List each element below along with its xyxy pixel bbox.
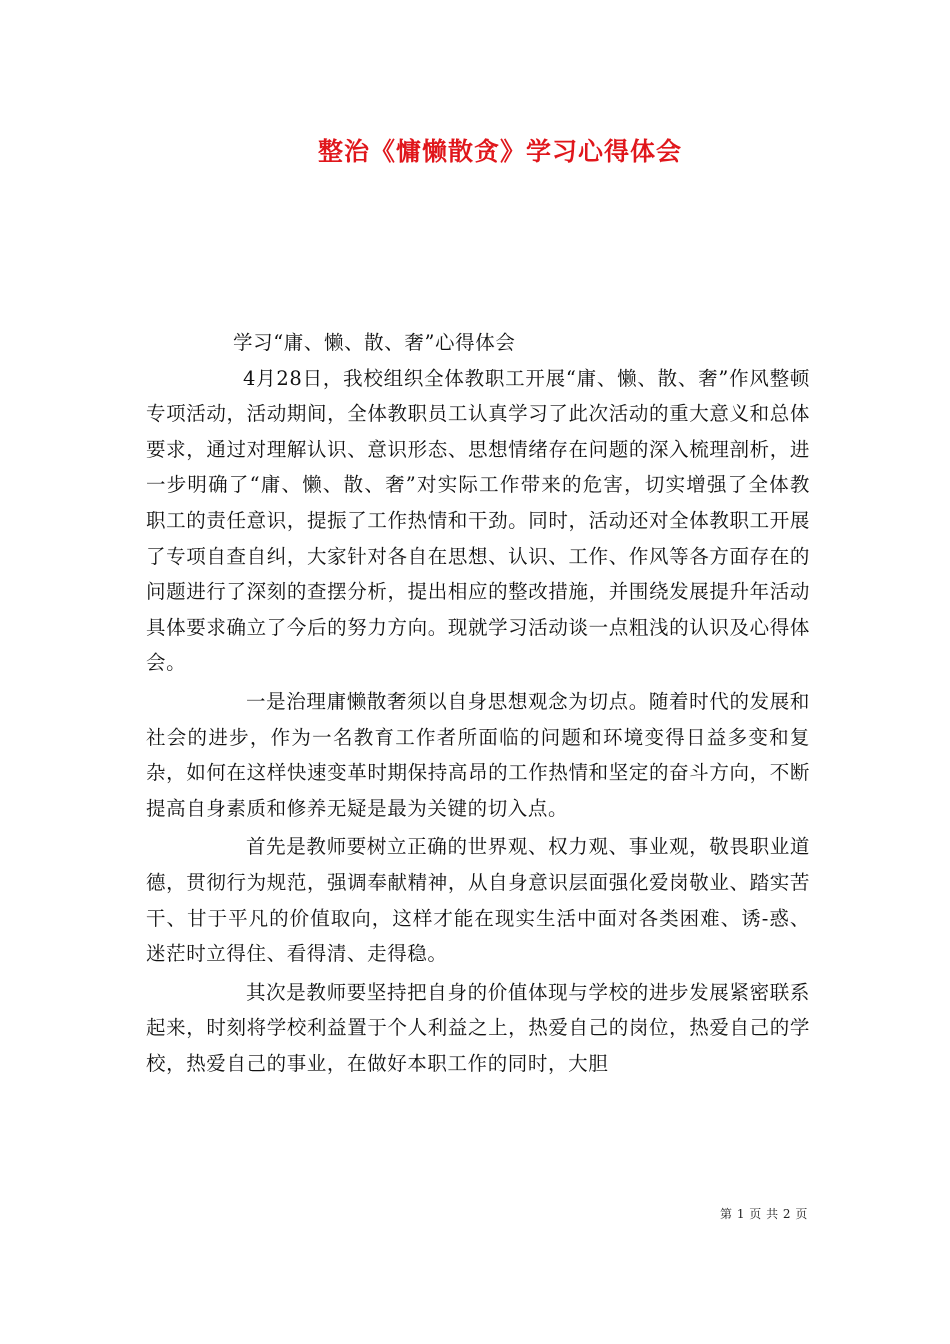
paragraph-1: 4月28日，我校组织全体教职工开展“庸、懒、散、奢”作风整顿专项活动，活动期间，全体教职员工认真学习了此次活动的重大意义和总体要求，通过对理解认识、意识形态、思想情绪存在问题的深入梳理剖析，进一步明确了“庸、懒、散、奢”对实际工作带来的危害，切实增强了全体教职工的责任意识，提振了工作热情和干劲。同时，活动还对全体教职工开展了专项自查自纠，大家针对各自在思想、认识、工作、作风等各方面存在的问题进行了深刻的查摆分析，提出相应的整改措施，并围绕发展提升年活动具体要求确立了今后的努力方向。现就学习活动谈一点粗浅的认识及心得体会。: [146, 366, 810, 675]
paragraph-2: 一是治理庸懒散奢须以自身思想观念为切点。随着时代的发展和社会的进步，作为一名教育工作者所面临的问题和环境变得日益多变和复杂，如何在这样快速变革时期保持高昂的工作热情和坚定的奋斗方向，不断提高自身素质和修养无疑是最为关键的切入点。: [146, 689, 810, 820]
paragraph-3: 首先是教师要树立正确的世界观、权力观、事业观，敬畏职业道德，贯彻行为规范，强调奉献精神，从自身意识层面强化爱岗敬业、踏实苦干、甘于平凡的价值取向，这样才能在现实生活中面对各类困难、诱-惑、迷茫时立得住、看得清、走得稳。: [146, 835, 810, 966]
document-subtitle: 学习“庸、懒、散、奢”心得体会: [233, 331, 516, 354]
paragraph-4: 其次是教师要坚持把自身的价值体现与学校的进步发展紧密联系起来，时刻将学校利益置于个人利益之上，热爱自己的岗位，热爱自己的学校，热爱自己的事业，在做好本职工作的同时，大胆: [146, 980, 810, 1075]
document-body: [146, 325, 810, 1081]
page-number: 第 1 页 共 2 页: [720, 1207, 808, 1221]
document-title: 整治《慵懒散贪》学习心得体会: [317, 137, 682, 166]
